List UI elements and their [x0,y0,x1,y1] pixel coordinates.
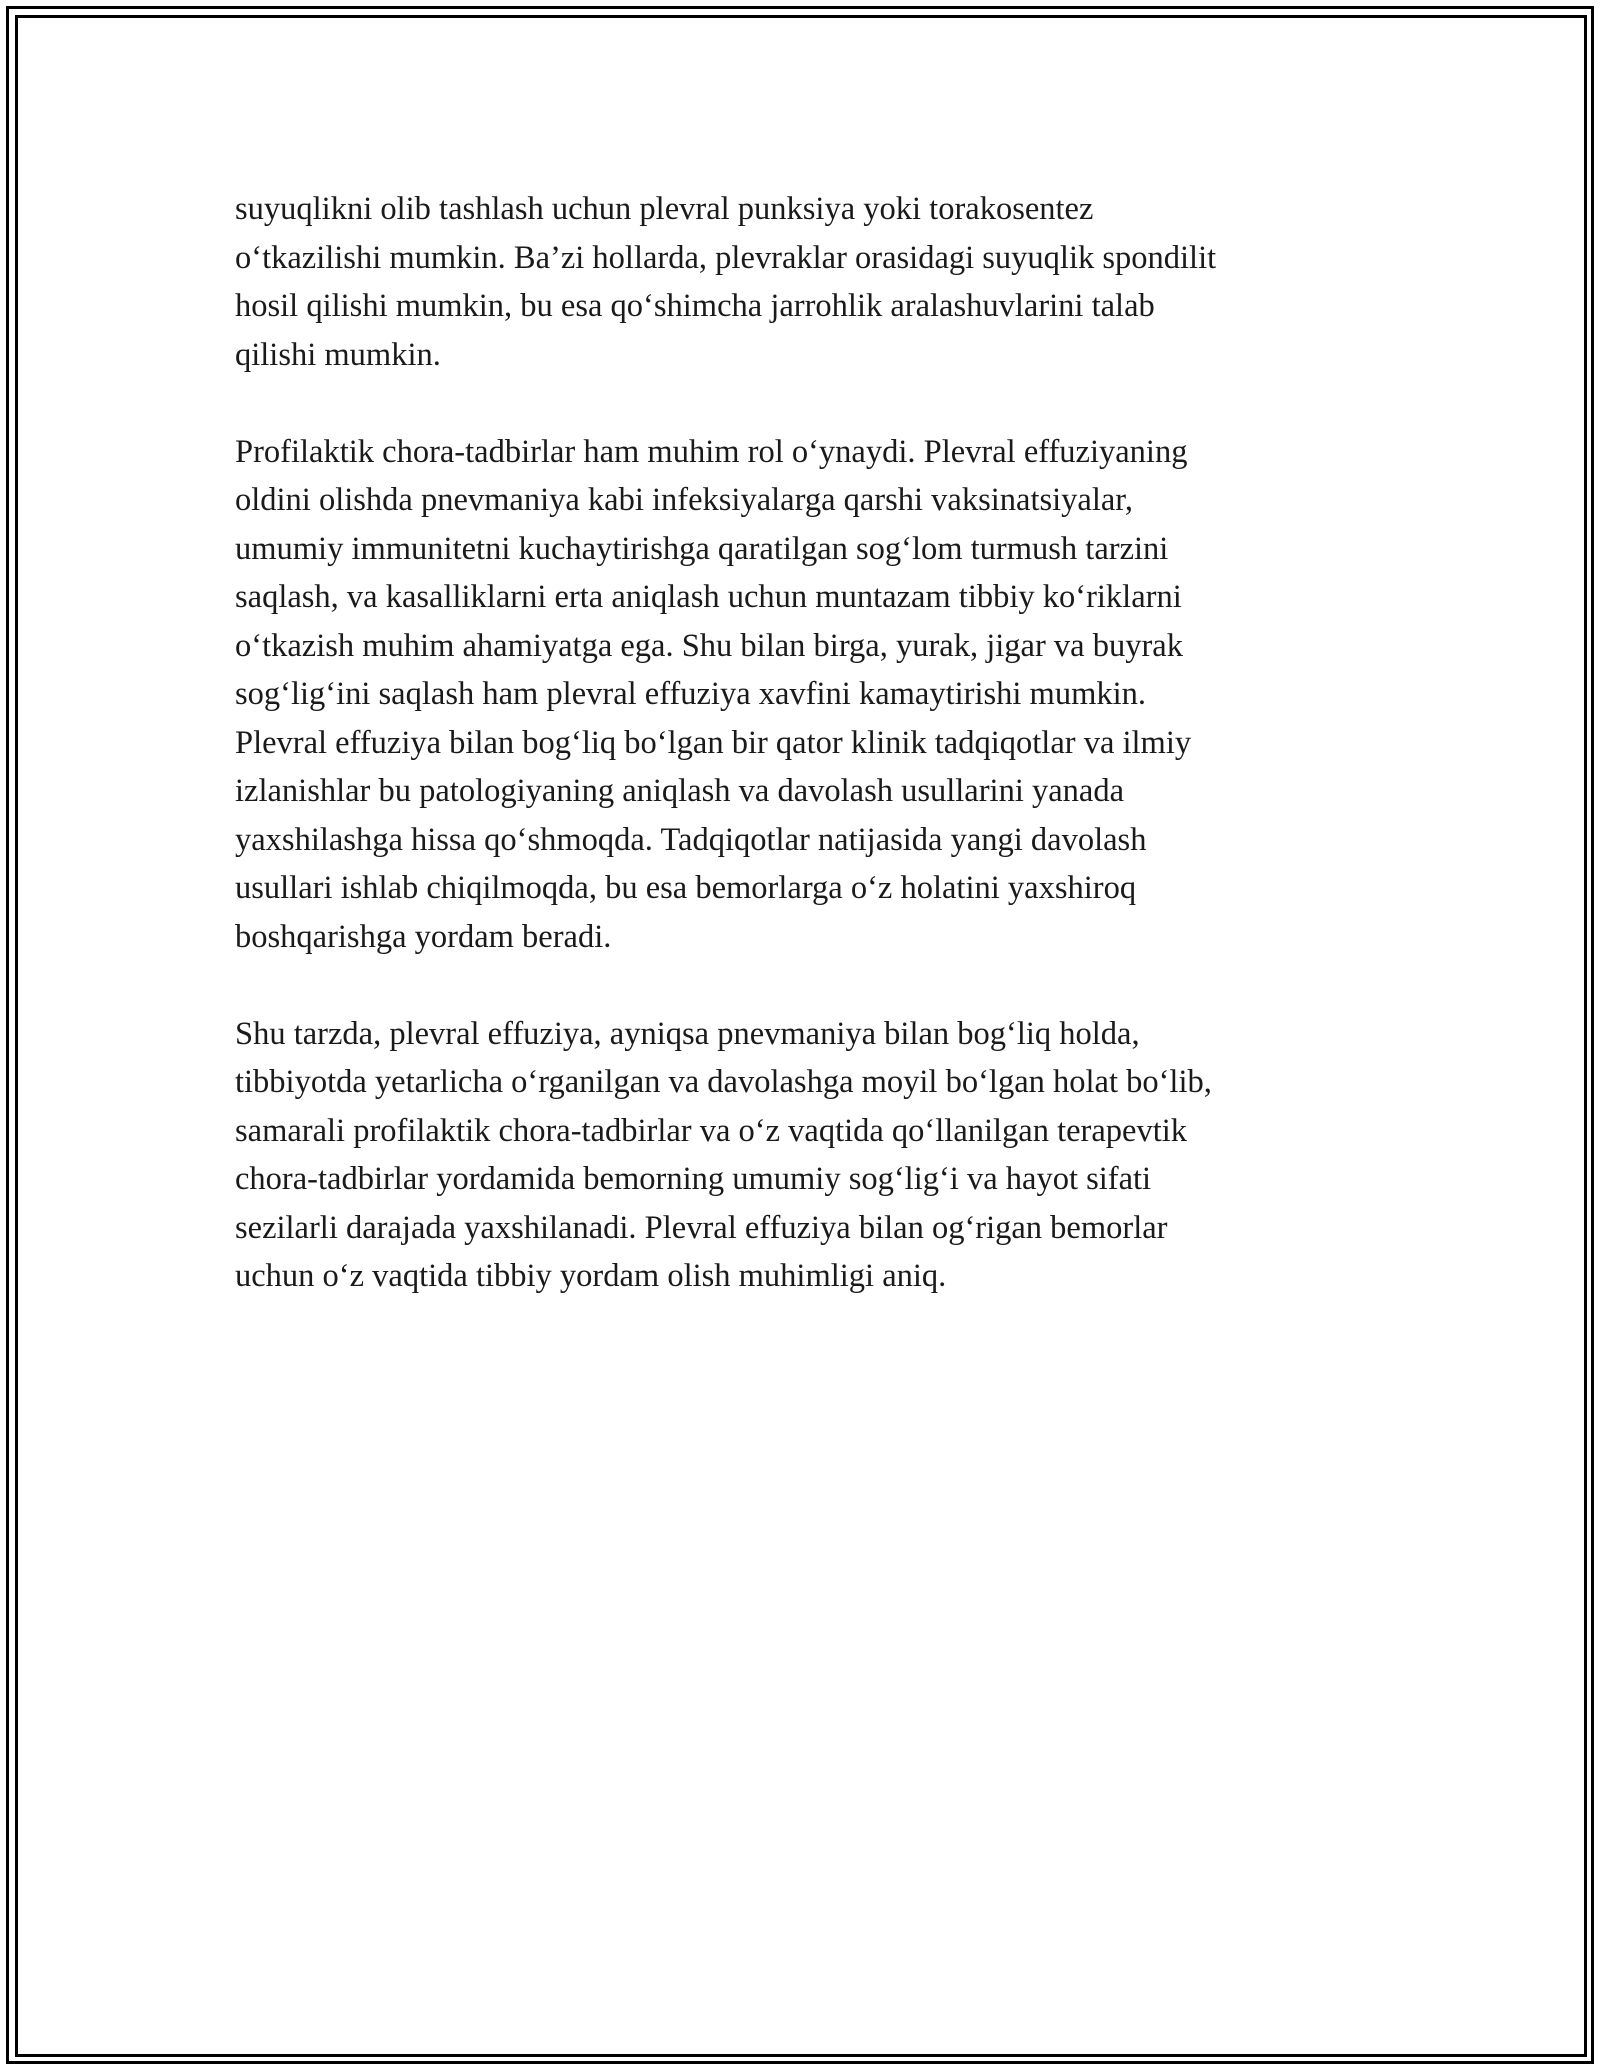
document-body [235,185,1365,1349]
paragraph-1: suyuqlikni olib tashlash uchun plevral punksiya yoki torakosentez o‘tkazilishi mumkin. Ba’zi hollarda, plevraklar orasidagi suyuqlik spondilit hosil qilishi mumkin, bu esa qo‘shimcha jarrohlik aralashuvlarini talab qilishi mumkin. [235,191,1217,373]
paragraph-3: Shu tarzda, plevral effuziya, ayniqsa pnevmaniya bilan bog‘liq holda, tibbiyotda yetarlicha o‘rganilgan va davolashga moyil bo‘lgan holat bo‘lib, samarali profilaktik chora-tadbirlar va o‘z vaqtida qo‘llanilgan terapevtik chora-tadbirlar yordamida bemorning umumiy sog‘lig‘i va hayot sifati sezilarli darajada yaxshilanadi. Plevral effuziya bilan og‘rigan bemorlar uchun o‘z vaqtida tibbiy yordam olish muhimligi aniq. [235,1015,1212,1294]
paragraph-2: Profilaktik chora-tadbirlar ham muhim rol o‘ynaydi. Plevral effuziyaning oldini olishda pnevmaniya kabi infeksiyalarga qarshi vaksinatsiyalar, umumiy immunitetni kuchaytirishga qaratilgan sog‘lom turmush tarzini saqlash, va kasalliklarni erta aniqlash uchun muntazam tibbiy ko‘riklarni o‘tkazish muhim ahamiyatga ega. Shu bilan birga, yurak, jigar va buyrak sog‘lig‘ini saqlash ham plevral effuziya xavfini kamaytirishi mumkin. Plevral effuziya bilan bog‘liq bo‘lgan bir qator klinik tadqiqotlar va ilmiy izlanishlar bu patologiyaning aniqlash va davolash usullarini yanada yaxshilashga hissa qo‘shmoqda. Tadqiqotlar natijasida yangi davolash usullari ishlab chiqilmoqda, bu esa bemorlarga o‘z holatini yaxshiroq boshqarishga yordam beradi. [235,433,1192,955]
